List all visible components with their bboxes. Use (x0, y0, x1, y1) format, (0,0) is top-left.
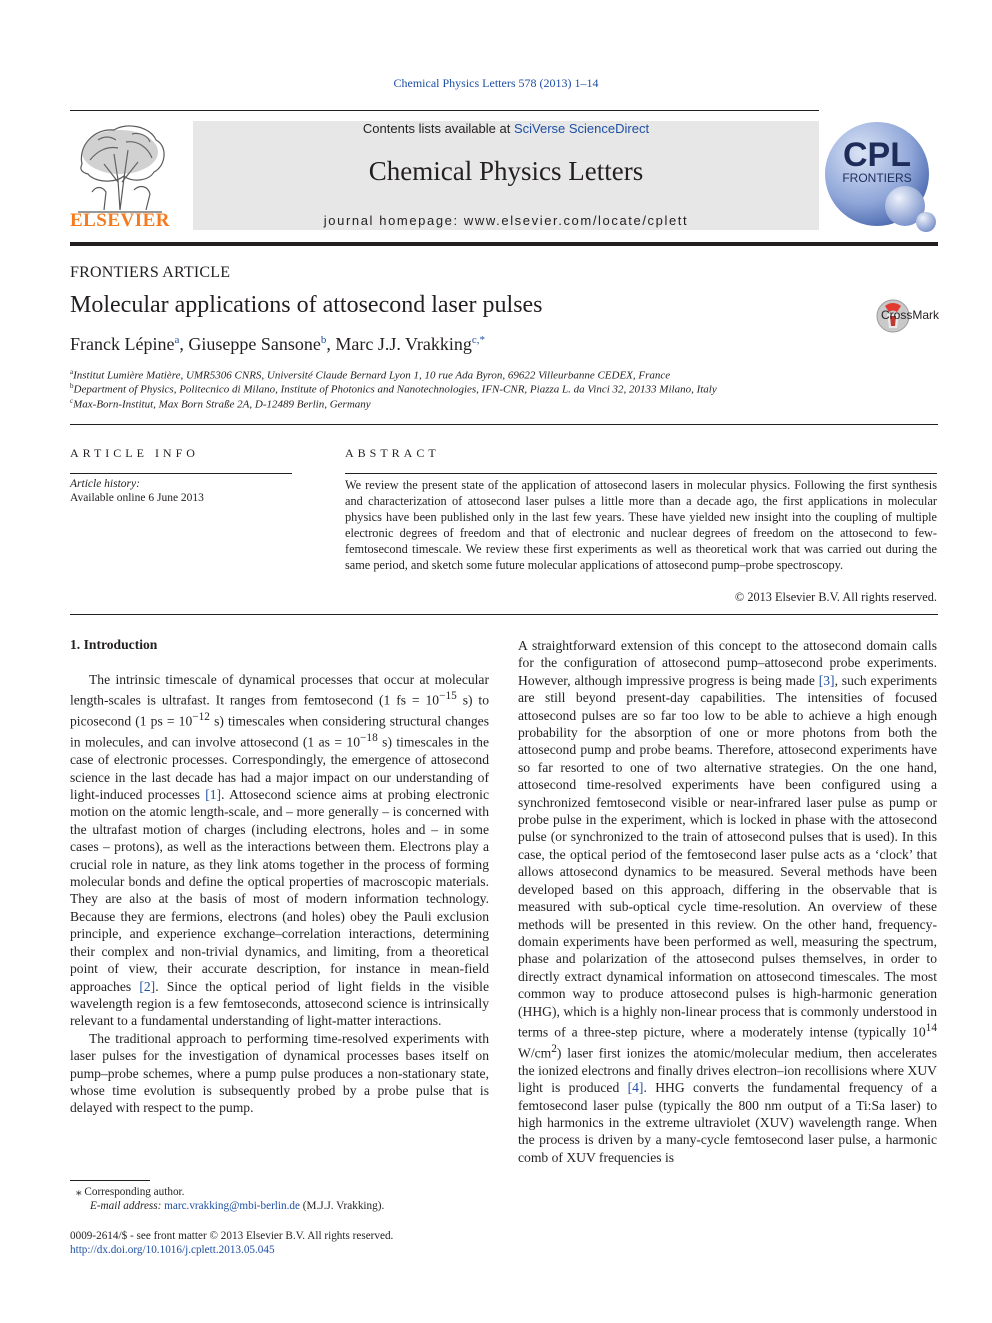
abstract-bottom-rule (70, 614, 938, 615)
masthead-rule (70, 242, 938, 246)
article-title: Molecular applications of attosecond laser pulses (70, 292, 543, 318)
abstract-heading: ABSTRACT (345, 446, 440, 460)
text-run: ) laser first ionizes the atomic/molecular medium, then accelerates the ionized electrons and finally drives electron–ion recollisions where XUV light is produced (518, 1045, 937, 1096)
doi-link[interactable]: http://dx.doi.org/10.1016/j.cplett.2013.05.045 (70, 1244, 275, 1256)
section-heading: 1. Introduction (70, 637, 158, 652)
left-column (70, 671, 489, 1117)
abstract-text: We review the present state of the application of attosecond lasers in molecular physics. Following the first synthesis and characterization of attosecond laser pulses a little more than a decade ago, the first applications in molecular physics have been published only in the last few years. These have yielded new insight into the coupling of multiple electronic degrees of freedom and that of electronic and nuclear degrees of freedom on the attosecond to few-femtosecond timescale. We review these first experiments as well as theoretical work that was carried out during the same period, and sketch some future molecular applications of attosecond pump–probe spectroscopy. (345, 478, 937, 572)
footnote-mark: ⁎ (76, 1186, 82, 1198)
affiliation-mark: b (70, 382, 74, 390)
abstract-rule (345, 473, 937, 474)
cpl-logo-frontiers: FRONTIERS (842, 171, 912, 185)
affiliation-text: Department of Physics, Politecnico di Milano, Institute of Photonics and Nanotechnologies, IFN-CNR, Piazza L. da Vinci 32, 20133 Milano, Italy (73, 383, 717, 396)
affiliation-text: Max-Born-Institut, Max Born Straße 2A, D-12489 Berlin, Germany (73, 398, 371, 411)
author-list (70, 334, 485, 355)
affiliation-a (70, 368, 670, 382)
abstract-copyright: © 2013 Elsevier B.V. All rights reserved. (734, 590, 937, 604)
elsevier-wordmark: ELSEVIER (69, 210, 171, 231)
body-paragraph (518, 637, 937, 1166)
exponent: −12 (192, 711, 210, 724)
author-affil-mark: a (174, 334, 180, 346)
homepage-line (193, 213, 819, 228)
text-run: , such experiments are still beyond present-day capabilities. The intensities of focused attosecond pulses are so far too low to be able to achieve a high enough probability for the absorption of one or more photons from both the attosecond pump and probe beams. Therefore, attosecond experiments have so far resorted to one of two alternative strategies. On the one hand, attosecond time-resolved experiments have been configured using a synchronized femtosecond visible or near-infrared laser pulse as pump or probe pulse in the experiment, which is locked in phase with the attosecond pulse (or synchronized to the train of attosecond pulses that is used). In this case, the optical period of the femtosecond laser pulse acts as a ‘clock’ that allows attosecond dynamics to be measured. Several methods have been developed based on this approach, differing in the observable that is measured with sub-optical cycle time-resolution. An overview of these methods will be presented in this review. On the other hand, frequency-domain experiments have been performed as well, measuring the spectrum, phase and polarization of the attosecond pulses themselves, in order to directly extract dynamical information on attosecond timescales. The most common way to produce attosecond pulses is high-harmonic generation (HHG), which is a highly non-linear process that is commonly understood in terms of a three-step picture, where a moderately intense (typically 10 (518, 672, 937, 1040)
exponent: −18 (360, 732, 378, 745)
email-label: E-mail address: (90, 1200, 162, 1212)
text-run: A straightforward extension of this concept to the attosecond domain calls for the configuration of attosecond pump–attosecond probe experiments. However, although impressive progress is being made (518, 638, 937, 688)
author-separator: , (326, 334, 336, 354)
journal-reference[interactable]: Chemical Physics Letters 578 (2013) 1–14 (393, 76, 599, 90)
affiliation-rule (70, 424, 938, 425)
cpl-frontiers-logo (823, 118, 938, 238)
citation-link[interactable]: [3] (818, 672, 835, 688)
text-run: . Attosecond science aims at probing electronic motion on the atomic length-scale, and – more generally – is concerned with the ultrafast motion of charges (including electrons, holes and – in some cases – protons), as well as the interactions between them. Electrons play a crucial role in nature, as they link atoms together in the process of forming molecular bonds and define the optical properties of macroscopic materials. They are also at the basis of most of modern information technology. Because they are fermions, electrons (and holes) obey the Pauli exclusion principle, and experience exchange–correlation interactions, determining their complex and non-trivial dynamics, and limiting, from a theoretical point of view, their accurate description, for instance in mean-field approaches (70, 787, 489, 994)
citation-link[interactable]: [1] (205, 787, 222, 803)
journal-title: Chemical Physics Letters (368, 156, 644, 186)
sciencedirect-link[interactable]: SciVerse ScienceDirect (513, 121, 650, 136)
top-rule (70, 110, 819, 111)
exponent: −15 (439, 690, 457, 703)
email-note (90, 1200, 384, 1212)
footnote-rule (70, 1180, 150, 1181)
affiliation-c (70, 397, 371, 411)
text-run: The intrinsic timescale of dynamical processes that occur at molecular length-scales is ultrafast. It ranges from femtosecond (1 fs = 10 (70, 672, 489, 708)
crossmark-label[interactable]: CrossMark (881, 308, 940, 322)
issn-line: 0009-2614/$ - see front matter © 2013 Elsevier B.V. All rights reserved. (70, 1230, 394, 1242)
article-type: FRONTIERS ARTICLE (70, 264, 231, 281)
footnote-text: Corresponding author. (81, 1186, 185, 1198)
author-affil-mark: b (320, 334, 327, 346)
author-name[interactable]: Franck Lépine (70, 334, 175, 354)
body-paragraph (70, 671, 489, 1030)
contents-line (193, 121, 819, 136)
article-history-date: Available online 6 June 2013 (70, 492, 204, 504)
contents-prefix: Contents lists available at (362, 121, 514, 136)
affiliation-mark: a (70, 368, 74, 376)
citation-link[interactable]: [4] (627, 1080, 644, 1096)
text-run: . HHG converts the fundamental frequency of a femtosecond laser pulse (typically the 800 nm output of a Ti:Sa laser) to high harmonics in the extreme ultraviolet (XUV) wavelength range. When the process is driven by a many-cycle femtosecond laser pulse, a harmonic comb of XUV frequencies is (518, 1080, 937, 1165)
author-name[interactable]: Marc J.J. Vrakking (335, 334, 472, 354)
affiliation-text: Institut Lumière Matière, UMR5306 CNRS, Université Claude Bernard Lyon 1, 10 rue Ada Byron, 69622 Villeurbanne CEDEX, France (73, 369, 671, 382)
right-column (518, 637, 937, 1166)
corresponding-author-note (76, 1185, 184, 1198)
affiliation-b (70, 382, 717, 396)
author-separator: , (179, 334, 189, 354)
body-paragraph: The traditional approach to performing time-resolved experiments with laser pulses for the investigation of dynamical processes bases itself on pump–probe schemes, where a pump pulse produces a non-stationary state, whose time evolution is subsequently probed by a probe pulse that is delayed with respect to the pump. (70, 1030, 489, 1116)
text-run: . Since the optical period of light fields in the visible wavelength region is a few femtoseconds, attosecond science is intrinsically relevant to a fundamental understanding of light-matter interactions. (70, 978, 489, 1029)
author-affil-mark: c,* (471, 334, 486, 346)
email-link[interactable]: marc.vrakking@mbi-berlin.de (164, 1200, 300, 1212)
info-rule (70, 473, 292, 474)
homepage-prefix: journal homepage: (323, 213, 464, 228)
exponent: 2 (551, 1042, 557, 1055)
affiliation-mark: c (70, 397, 74, 405)
article-info-heading: ARTICLE INFO (70, 446, 199, 460)
text-run: W/cm (518, 1045, 552, 1061)
article-history-label: Article history: (70, 478, 140, 490)
homepage-link[interactable]: www.elsevier.com/locate/cplett (463, 213, 689, 228)
text-run: s) timescales when considering structural changes in molecules, and can involve attosecond (1 as = 10 (70, 713, 490, 750)
cpl-logo-letters: CPL (843, 136, 911, 174)
citation-link[interactable]: [2] (139, 978, 156, 994)
email-suffix: (M.J.J. Vrakking). (299, 1200, 385, 1212)
author-name[interactable]: Giuseppe Sansone (188, 334, 321, 354)
text-run: s) to picosecond (1 ps = 10 (70, 692, 489, 729)
exponent: 14 (925, 1021, 937, 1034)
text-run: s) timescales in the case of electronic processes. Correspondingly, the emergence of attosecond science in the last decade has had a major impact on our understanding of light-induced processes (70, 734, 489, 803)
